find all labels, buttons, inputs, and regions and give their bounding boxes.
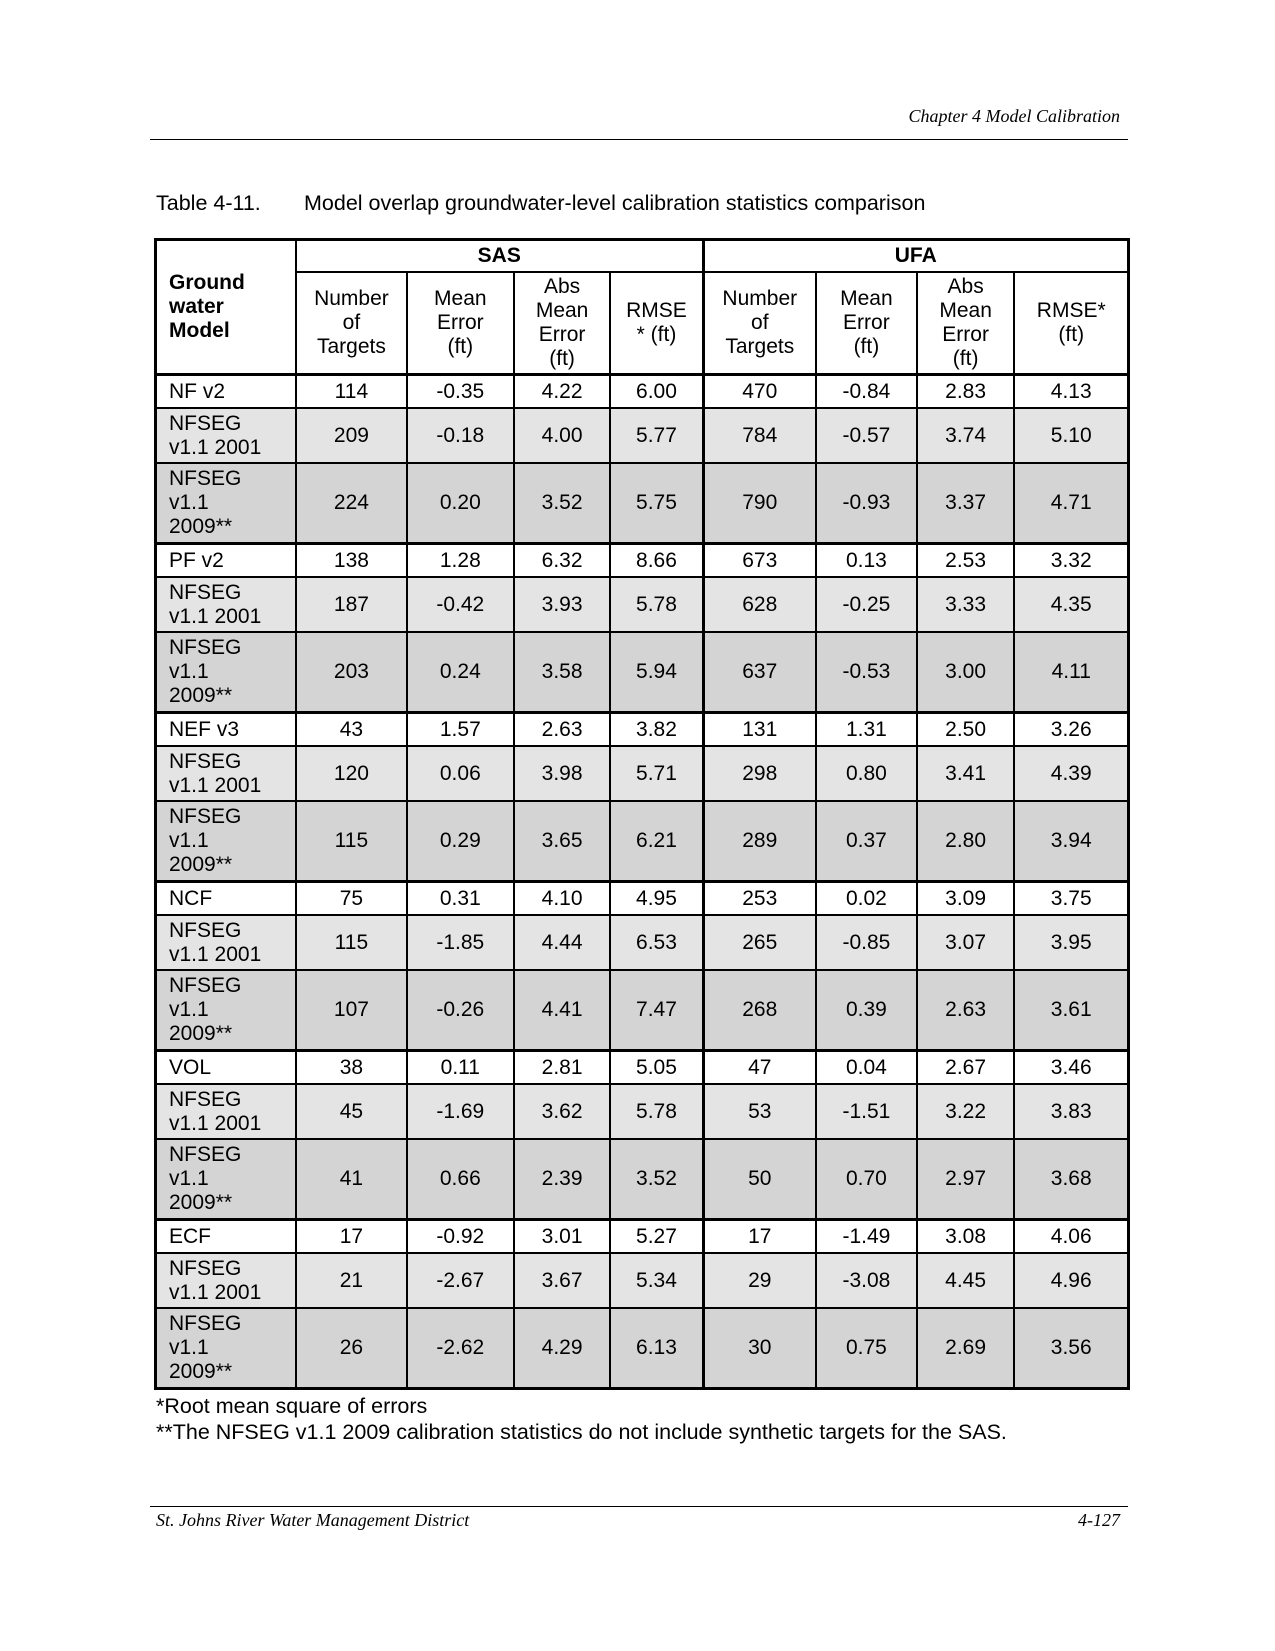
table-cell: 0.29 xyxy=(407,801,514,882)
page-number: 4-127 xyxy=(1078,1510,1120,1530)
table-row xyxy=(156,1253,1129,1308)
model-name-line: v1.1 2001 xyxy=(169,773,262,797)
column-header-line: RMSE xyxy=(626,299,687,322)
table-cell: 268 xyxy=(703,970,816,1051)
table-cell: 3.62 xyxy=(514,1084,611,1139)
column-header-line: Error xyxy=(843,311,890,334)
table-cell: 3.09 xyxy=(917,882,1015,916)
table-cell: 6.00 xyxy=(610,375,703,409)
model-name-line: 2009** xyxy=(169,1191,233,1214)
table-cell: -1.49 xyxy=(816,1220,917,1254)
column-header xyxy=(514,272,611,375)
column-header xyxy=(407,272,514,375)
table-cell: 0.02 xyxy=(816,882,917,916)
table-header xyxy=(156,240,1129,375)
model-name-line: v1.1 2001 xyxy=(169,1280,262,1304)
table-cell: 3.74 xyxy=(917,408,1015,463)
table-cell: 3.52 xyxy=(610,1139,703,1220)
column-header-line: Targets xyxy=(725,335,795,358)
table-row xyxy=(156,746,1129,801)
table-cell: -0.26 xyxy=(407,970,514,1051)
column-header-line: of xyxy=(751,311,769,334)
table-cell: 114 xyxy=(296,375,407,409)
table-title: Model overlap groundwater-level calibration statistics comparison xyxy=(304,191,926,215)
table-cell: 1.31 xyxy=(816,713,917,747)
table-cell: 3.68 xyxy=(1014,1139,1128,1220)
table-row xyxy=(156,544,1129,578)
model-name-line: NCF xyxy=(169,886,213,910)
table-cell: 21 xyxy=(296,1253,407,1308)
table-cell: 3.32 xyxy=(1014,544,1128,578)
model-name-cell xyxy=(156,544,296,578)
column-header-line: (ft) xyxy=(952,347,979,370)
table-cell: 0.24 xyxy=(407,632,514,713)
table-cell: 5.75 xyxy=(610,463,703,544)
table-row xyxy=(156,801,1129,882)
model-name-line: NFSEG xyxy=(169,467,242,490)
table-cell: 209 xyxy=(296,408,407,463)
calibration-stats-table xyxy=(154,238,1130,1390)
column-header-line: Mean xyxy=(535,299,589,322)
model-name-cell xyxy=(156,882,296,916)
table-cell: -0.92 xyxy=(407,1220,514,1254)
model-name-line: NFSEG xyxy=(169,749,242,773)
table-cell: 2.63 xyxy=(514,713,611,747)
table-cell: 2.39 xyxy=(514,1139,611,1220)
table-cell: -0.53 xyxy=(816,632,917,713)
table-body xyxy=(156,375,1129,1389)
column-header-line: (ft) xyxy=(447,335,474,358)
model-header-line: Ground xyxy=(169,271,245,294)
column-header-line: Mean xyxy=(840,287,893,310)
table-row xyxy=(156,1084,1129,1139)
table-cell: 115 xyxy=(296,915,407,970)
model-name-cell xyxy=(156,577,296,632)
table-cell: 7.47 xyxy=(610,970,703,1051)
table-cell: 4.44 xyxy=(514,915,611,970)
column-header-line: Mean xyxy=(939,299,992,322)
model-name-cell xyxy=(156,408,296,463)
table-cell: -0.57 xyxy=(816,408,917,463)
model-name-cell xyxy=(156,915,296,970)
table-cell: 6.21 xyxy=(610,801,703,882)
table-row xyxy=(156,915,1129,970)
column-header-line: Abs xyxy=(544,275,581,298)
model-name-line: NFSEG xyxy=(169,974,242,997)
model-name-cell xyxy=(156,1139,296,1220)
table-row xyxy=(156,632,1129,713)
model-name-cell xyxy=(156,463,296,544)
table-cell: 138 xyxy=(296,544,407,578)
table-cell: 17 xyxy=(703,1220,816,1254)
table-cell: -0.25 xyxy=(816,577,917,632)
table-cell: 6.53 xyxy=(610,915,703,970)
table-cell: 253 xyxy=(703,882,816,916)
table-cell: 224 xyxy=(296,463,407,544)
table-cell: 628 xyxy=(703,577,816,632)
table-cell: 3.08 xyxy=(917,1220,1015,1254)
table-row xyxy=(156,1220,1129,1254)
table-cell: 0.70 xyxy=(816,1139,917,1220)
column-header-line: Error xyxy=(942,323,989,346)
table-cell: 2.81 xyxy=(514,1051,611,1085)
model-name-line: 2009** xyxy=(169,853,233,876)
table-row xyxy=(156,882,1129,916)
running-head: Chapter 4 Model Calibration xyxy=(908,106,1120,126)
table-cell: 3.01 xyxy=(514,1220,611,1254)
column-header xyxy=(703,272,816,375)
group-header-ufa: UFA xyxy=(703,240,1128,273)
table-cell: 0.04 xyxy=(816,1051,917,1085)
table-cell: 3.93 xyxy=(514,577,611,632)
model-name-line: v1.1 xyxy=(169,1336,209,1359)
table-cell: 3.22 xyxy=(917,1084,1015,1139)
table-cell: 298 xyxy=(703,746,816,801)
table-cell: 120 xyxy=(296,746,407,801)
table-cell: 0.75 xyxy=(816,1308,917,1389)
table-cell: 187 xyxy=(296,577,407,632)
column-header-line: Number xyxy=(722,287,798,310)
model-name-line: ECF xyxy=(169,1224,211,1248)
model-name-line: v1.1 2001 xyxy=(169,1111,262,1135)
model-name-line: NFSEG xyxy=(169,1143,242,1166)
table-cell: 75 xyxy=(296,882,407,916)
table-cell: -1.85 xyxy=(407,915,514,970)
column-header-line: (ft) xyxy=(853,335,880,358)
table-cell: 4.96 xyxy=(1014,1253,1128,1308)
model-name-line: v1.1 xyxy=(169,660,209,683)
table-cell: 0.13 xyxy=(816,544,917,578)
table-cell: 2.69 xyxy=(917,1308,1015,1389)
table-cell: 3.00 xyxy=(917,632,1015,713)
model-name-line: NFSEG xyxy=(169,411,242,435)
table-cell: 47 xyxy=(703,1051,816,1085)
table-cell: 265 xyxy=(703,915,816,970)
table-cell: 107 xyxy=(296,970,407,1051)
column-header-line: RMSE* xyxy=(1036,299,1106,322)
table-cell: 3.46 xyxy=(1014,1051,1128,1085)
table-cell: 8.66 xyxy=(610,544,703,578)
table-cell: 4.00 xyxy=(514,408,611,463)
model-header-line: water xyxy=(169,295,224,318)
column-header-line: Number xyxy=(314,287,389,310)
table-cell: 3.94 xyxy=(1014,801,1128,882)
table-cell: 3.56 xyxy=(1014,1308,1128,1389)
table-cell: 5.05 xyxy=(610,1051,703,1085)
table-cell: 6.13 xyxy=(610,1308,703,1389)
model-header-line: Model xyxy=(169,319,230,342)
model-name-line: NFSEG xyxy=(169,636,242,659)
column-header xyxy=(816,272,917,375)
column-header xyxy=(610,272,703,375)
model-name-cell xyxy=(156,632,296,713)
table-cell: 5.78 xyxy=(610,1084,703,1139)
model-name-cell xyxy=(156,1084,296,1139)
table-cell: -0.84 xyxy=(816,375,917,409)
table-cell: 3.65 xyxy=(514,801,611,882)
table-number: Table 4-11. xyxy=(156,191,261,215)
table-cell: 673 xyxy=(703,544,816,578)
model-name-line: v1.1 xyxy=(169,491,209,514)
model-name-line: v1.1 2001 xyxy=(169,435,262,459)
column-header-line: (ft) xyxy=(1058,323,1085,346)
model-column-header xyxy=(156,240,296,375)
column-header xyxy=(296,272,407,375)
table-cell: -0.18 xyxy=(407,408,514,463)
table-row xyxy=(156,1051,1129,1085)
table-cell: 4.06 xyxy=(1014,1220,1128,1254)
model-name-line: PF v2 xyxy=(169,548,224,572)
table-cell: 3.61 xyxy=(1014,970,1128,1051)
footer-organization: St. Johns River Water Management District xyxy=(156,1510,470,1530)
column-header-row xyxy=(156,272,1129,375)
model-name-line: 2009** xyxy=(169,684,233,707)
model-name-cell xyxy=(156,746,296,801)
model-name-line: v1.1 xyxy=(169,998,209,1021)
table-cell: 38 xyxy=(296,1051,407,1085)
table-cell: 5.27 xyxy=(610,1220,703,1254)
model-name-line: NEF v3 xyxy=(169,717,240,741)
table-cell: -0.42 xyxy=(407,577,514,632)
model-name-line: NFSEG xyxy=(169,918,242,942)
table-cell: 115 xyxy=(296,801,407,882)
model-name-line: v1.1 xyxy=(169,1167,209,1190)
column-header xyxy=(1014,272,1128,375)
table-cell: 5.10 xyxy=(1014,408,1128,463)
table-cell: 5.78 xyxy=(610,577,703,632)
table-cell: 5.77 xyxy=(610,408,703,463)
table-cell: 4.95 xyxy=(610,882,703,916)
table-cell: 2.97 xyxy=(917,1139,1015,1220)
table-cell: 2.50 xyxy=(917,713,1015,747)
table-cell: -1.69 xyxy=(407,1084,514,1139)
column-header-line: * (ft) xyxy=(636,323,677,346)
footnote: **The NFSEG v1.1 2009 calibration statistics do not include synthetic targets for the SAS. xyxy=(156,1420,1007,1444)
model-name-line: NFSEG xyxy=(169,805,242,828)
column-header xyxy=(917,272,1015,375)
model-name-cell xyxy=(156,375,296,409)
footer-rule xyxy=(150,1506,1128,1507)
table-cell: 4.22 xyxy=(514,375,611,409)
table-cell: 0.66 xyxy=(407,1139,514,1220)
table-cell: 29 xyxy=(703,1253,816,1308)
table-row xyxy=(156,463,1129,544)
table-cell: 1.28 xyxy=(407,544,514,578)
model-name-line: NF v2 xyxy=(169,379,226,403)
table-cell: -0.35 xyxy=(407,375,514,409)
model-name-line: NFSEG xyxy=(169,1256,242,1280)
column-header-line: of xyxy=(342,311,361,334)
table-cell: 26 xyxy=(296,1308,407,1389)
model-name-line: 2009** xyxy=(169,1022,233,1045)
table-cell: 3.75 xyxy=(1014,882,1128,916)
table-cell: 30 xyxy=(703,1308,816,1389)
column-header-line: Targets xyxy=(316,335,386,358)
table-cell: 3.67 xyxy=(514,1253,611,1308)
column-header-line: Error xyxy=(436,311,484,334)
table-cell: 6.32 xyxy=(514,544,611,578)
table-cell: 5.34 xyxy=(610,1253,703,1308)
footnote: *Root mean square of errors xyxy=(156,1394,428,1418)
table-cell: 131 xyxy=(703,713,816,747)
group-header-sas: SAS xyxy=(296,240,703,273)
header-rule xyxy=(150,139,1128,140)
table-cell: 4.29 xyxy=(514,1308,611,1389)
table-row xyxy=(156,577,1129,632)
table-cell: 3.52 xyxy=(514,463,611,544)
table-cell: 203 xyxy=(296,632,407,713)
table-cell: 4.45 xyxy=(917,1253,1015,1308)
table-cell: 637 xyxy=(703,632,816,713)
model-name-cell xyxy=(156,1253,296,1308)
table-cell: 4.41 xyxy=(514,970,611,1051)
table-cell: 3.98 xyxy=(514,746,611,801)
table-cell: 0.80 xyxy=(816,746,917,801)
model-name-cell xyxy=(156,801,296,882)
model-name-cell xyxy=(156,713,296,747)
table-cell: 2.67 xyxy=(917,1051,1015,1085)
column-header-line: (ft) xyxy=(549,347,575,370)
table-cell: 4.11 xyxy=(1014,632,1128,713)
model-name-line: NFSEG xyxy=(169,1312,242,1335)
table-cell: 0.39 xyxy=(816,970,917,1051)
table-cell: 0.37 xyxy=(816,801,917,882)
column-header-line: Abs xyxy=(947,275,984,298)
column-header-line: Error xyxy=(538,323,586,346)
table-cell: 470 xyxy=(703,375,816,409)
table-caption xyxy=(156,191,925,216)
table-cell: 3.83 xyxy=(1014,1084,1128,1139)
table-cell: 289 xyxy=(703,801,816,882)
table-cell: 4.39 xyxy=(1014,746,1128,801)
table-cell: 0.20 xyxy=(407,463,514,544)
table-cell: 43 xyxy=(296,713,407,747)
table-cell: 4.71 xyxy=(1014,463,1128,544)
table-cell: -1.51 xyxy=(816,1084,917,1139)
table-row xyxy=(156,1308,1129,1389)
table-cell: 3.26 xyxy=(1014,713,1128,747)
model-name-cell xyxy=(156,1308,296,1389)
table-cell: -2.67 xyxy=(407,1253,514,1308)
table-cell: 41 xyxy=(296,1139,407,1220)
column-header-line: Mean xyxy=(434,287,487,310)
model-name-line: 2009** xyxy=(169,1360,233,1383)
table-cell: 50 xyxy=(703,1139,816,1220)
table-cell: 4.13 xyxy=(1014,375,1128,409)
table-cell: 3.41 xyxy=(917,746,1015,801)
table-cell: 2.83 xyxy=(917,375,1015,409)
model-name-line: 2009** xyxy=(169,515,233,538)
model-name-cell xyxy=(156,970,296,1051)
table-row xyxy=(156,713,1129,747)
table-cell: -0.85 xyxy=(816,915,917,970)
table-cell: 4.10 xyxy=(514,882,611,916)
model-name-line: NFSEG xyxy=(169,1087,242,1111)
model-name-line: NFSEG xyxy=(169,580,242,604)
table-row xyxy=(156,375,1129,409)
model-name-cell xyxy=(156,1220,296,1254)
table-cell: -0.93 xyxy=(816,463,917,544)
table-cell: 0.06 xyxy=(407,746,514,801)
table-cell: 4.35 xyxy=(1014,577,1128,632)
table-cell: 2.53 xyxy=(917,544,1015,578)
table-cell: 45 xyxy=(296,1084,407,1139)
table-row xyxy=(156,408,1129,463)
model-name-line: v1.1 xyxy=(169,829,209,852)
table-cell: 3.37 xyxy=(917,463,1015,544)
table-cell: 2.63 xyxy=(917,970,1015,1051)
table-row xyxy=(156,970,1129,1051)
table-cell: 784 xyxy=(703,408,816,463)
table-cell: 0.31 xyxy=(407,882,514,916)
table-cell: 0.11 xyxy=(407,1051,514,1085)
table-cell: -2.62 xyxy=(407,1308,514,1389)
model-name-line: v1.1 2001 xyxy=(169,604,262,628)
table-cell: 3.07 xyxy=(917,915,1015,970)
table-cell: 17 xyxy=(296,1220,407,1254)
table-cell: 53 xyxy=(703,1084,816,1139)
model-name-cell xyxy=(156,1051,296,1085)
table-cell: 3.58 xyxy=(514,632,611,713)
table-cell: 3.33 xyxy=(917,577,1015,632)
table-cell: 3.95 xyxy=(1014,915,1128,970)
table-cell: 5.94 xyxy=(610,632,703,713)
table-row xyxy=(156,1139,1129,1220)
table-cell: 5.71 xyxy=(610,746,703,801)
table-cell: 3.82 xyxy=(610,713,703,747)
table-cell: -3.08 xyxy=(816,1253,917,1308)
table-cell: 1.57 xyxy=(407,713,514,747)
model-name-line: VOL xyxy=(169,1055,212,1079)
model-name-line: v1.1 2001 xyxy=(169,942,262,966)
footnotes xyxy=(156,1393,1007,1445)
table-cell: 2.80 xyxy=(917,801,1015,882)
table-cell: 790 xyxy=(703,463,816,544)
